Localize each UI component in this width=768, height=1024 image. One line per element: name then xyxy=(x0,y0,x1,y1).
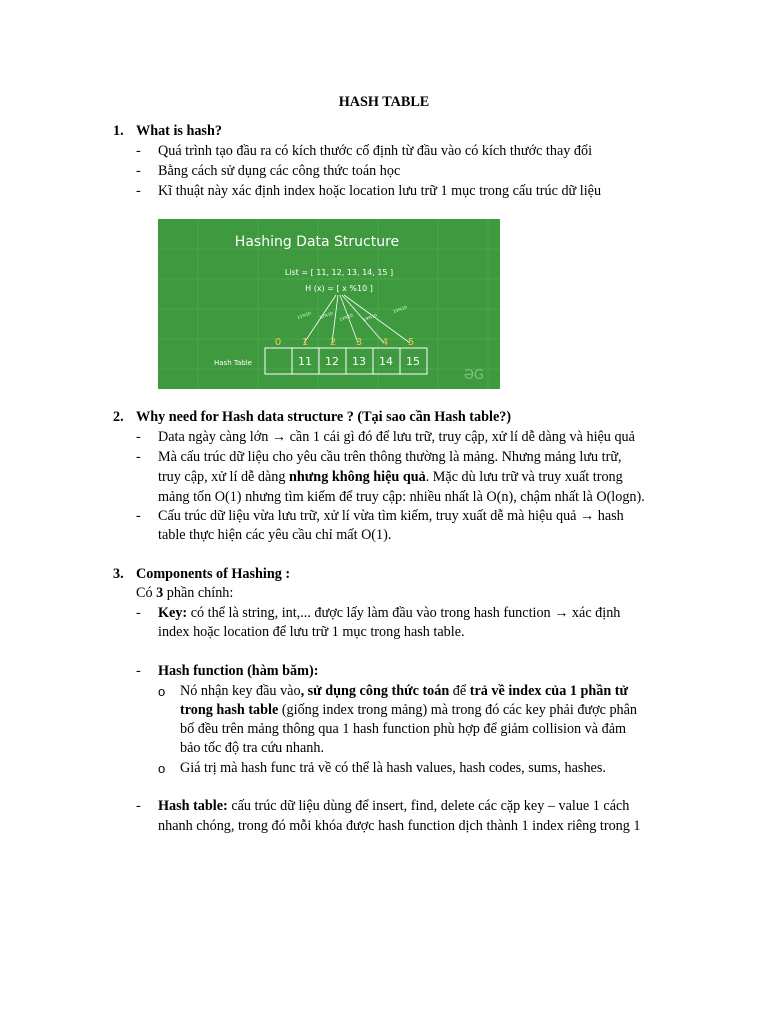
figure-list-text: List = [ 11, 12, 13, 14, 15 ] xyxy=(284,268,394,277)
bullet-dash: - xyxy=(136,183,141,199)
table-cell: 12 xyxy=(325,355,339,368)
list-item: Kĩ thuật này xác định index hoặc location lưu trữ 1 mục trong cấu trúc dữ liệu xyxy=(158,183,602,199)
bullet-dash: - xyxy=(136,663,141,679)
index-label: 3 xyxy=(355,337,363,348)
figure-title: Hashing Data Structure xyxy=(234,234,400,250)
list-item: Data ngày càng lớn → cần 1 cái gì đó để lưu trữ, truy cập, xử lí dễ dàng và hiệu quả xyxy=(158,429,635,445)
text-run: có thể là string, int,... được lấy làm đầu vào trong hash function → xác định xyxy=(187,605,621,621)
sub-list-item xyxy=(180,682,628,702)
bullet-dash: - xyxy=(136,798,141,814)
table-cell: 15 xyxy=(406,355,420,368)
arrow-label: 15%10 xyxy=(392,304,408,314)
list-item: Bằng cách sử dụng các công thức toán học xyxy=(158,163,401,179)
heading-part: Why need for Hash data structure ? ( xyxy=(136,409,363,425)
index-label: 4 xyxy=(381,337,389,348)
index-label: 1 xyxy=(301,337,309,348)
bullet-dash: - xyxy=(136,429,141,445)
section-number: 3. xyxy=(113,566,124,582)
figure-function-text: H (x) = [ x %10 ] xyxy=(305,284,373,293)
section-number: 2. xyxy=(113,409,124,425)
table-cell: 13 xyxy=(352,355,366,368)
text-run-bold: 3 xyxy=(156,585,164,601)
term-label: Key: xyxy=(158,605,188,621)
text-run: Có xyxy=(136,585,157,601)
bullet-dash: - xyxy=(136,143,141,159)
bullet-dash: - xyxy=(136,508,141,524)
page-title: HASH TABLE xyxy=(338,94,430,110)
index-label: 2 xyxy=(329,337,337,348)
text-run: . Mặc dù lưu trữ và truy xuất trong xyxy=(425,469,623,485)
bullet-circle: o xyxy=(158,761,166,776)
arrow-label: 14%10 xyxy=(362,312,378,322)
sub-list-item: Giá trị mà hash func trả về có thể là hash values, hash codes, sums, hashes. xyxy=(180,760,606,776)
term-label: Hash function (hàm băm): xyxy=(158,663,319,679)
heading-part: Tại sao cần Hash table?) xyxy=(362,409,512,425)
sub-list-item-line: bảo tốc độ tra cứu nhanh. xyxy=(180,740,325,756)
list-item-key xyxy=(158,604,620,624)
section-heading xyxy=(136,408,511,428)
list-item: Quá trình tạo đầu ra có kích thước cố định từ đầu vào có kích thước thay đổi xyxy=(158,143,593,159)
index-label: 0 xyxy=(274,337,282,348)
list-item-hash-table xyxy=(158,797,629,817)
table-cell: 14 xyxy=(379,355,393,368)
list-item-line: index hoặc location để lưu trữ 1 mục trong hash table. xyxy=(158,624,465,640)
text-run: để xyxy=(449,683,470,699)
index-label: 5 xyxy=(407,337,415,348)
term-label: Hash table: xyxy=(158,798,228,814)
text-run: cấu trúc dữ liệu dùng để insert, find, delete các cặp key – value 1 cách xyxy=(227,798,630,814)
arrow-label: 12%10 xyxy=(318,310,334,320)
hashing-diagram-image xyxy=(158,219,500,389)
bullet-dash: - xyxy=(136,163,141,179)
text-run-bold: trong hash table xyxy=(180,702,279,718)
arrow-label: 13%10 xyxy=(338,312,354,322)
section-number: 1. xyxy=(113,123,124,139)
text-run-bold: nhưng không hiệu quả xyxy=(289,469,426,485)
text-run: (giống index trong mảng) mà trong đó các key phải được phân xyxy=(278,702,638,718)
bullet-circle: o xyxy=(158,684,166,699)
bullet-dash: - xyxy=(136,449,141,465)
sub-list-item-line: bố đều trên mảng thông qua 1 hash function phù hợp để giảm collision và đảm xyxy=(180,721,627,737)
list-item: Mà cấu trúc dữ liệu cho yêu cầu trên thông thường là mảng. Nhưng mảng lưu trữ, xyxy=(158,449,622,465)
text-run: Nó nhận key đầu vào xyxy=(180,683,301,699)
section-heading: Components of Hashing : xyxy=(136,566,291,582)
list-item: Cấu trúc dữ liệu vừa lưu trữ, xử lí vừa tìm kiếm, truy xuất dễ mà hiệu quả → hash xyxy=(158,508,624,524)
list-item-line: mảng tốn O(1) nhưng tìm kiếm để truy cập: nhiều nhất là O(n), chậm nhất là O(logn). xyxy=(158,489,645,505)
section-heading: What is hash? xyxy=(136,123,222,139)
arrow-label: 11%10 xyxy=(296,310,312,320)
sub-list-item-line xyxy=(180,701,637,721)
list-item-line: table thực hiện các yêu cầu chỉ mất O(1). xyxy=(158,527,392,543)
text-run: truy cập, xử lí dễ dàng xyxy=(158,469,290,485)
list-item-line xyxy=(158,468,623,488)
intro-text xyxy=(136,584,233,604)
bullet-dash: - xyxy=(136,605,141,621)
hash-table-label: Hash Table xyxy=(214,359,252,367)
text-run-bold: , sử dụng công thức toán xyxy=(300,683,450,699)
table-cell: 11 xyxy=(298,355,312,368)
text-run-bold: trả về index của 1 phần tử xyxy=(469,683,629,699)
logo: ƏG xyxy=(463,368,484,383)
text-run: phần chính: xyxy=(163,585,234,601)
list-item-line: nhanh chóng, trong đó mỗi khóa được hash function dịch thành 1 index riêng trong 1 xyxy=(158,818,641,834)
